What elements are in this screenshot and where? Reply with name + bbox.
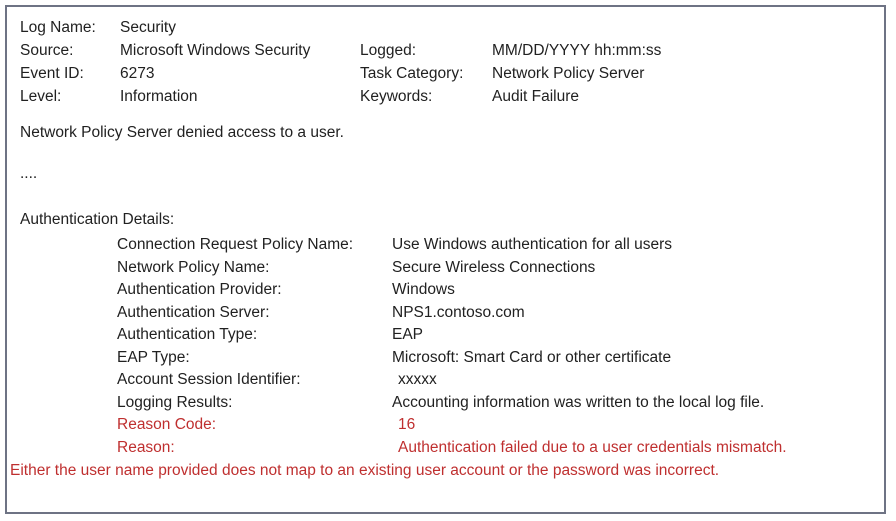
detail-value: Authentication failed due to a user credentials mismatch. [398,438,787,456]
reason-explanation-text: Either the user name provided does not map to an existing user account or the password was incorrect. [10,462,720,479]
event-header-fields [20,16,884,108]
detail-label: Network Policy Name: [117,258,270,276]
event-log-content [7,7,884,483]
field-value: Microsoft Windows Security [120,42,311,59]
omitted-text-ellipsis: .... [20,165,38,182]
field-value: 6273 [120,65,155,82]
event-description: Network Policy Server denied access to a user. [20,124,344,141]
detail-row-eap-type [20,347,884,370]
field-label: Task Category: [360,65,464,82]
field-label: Logged: [360,42,417,59]
detail-label: EAP Type: [117,348,190,366]
header-row-level-keywords [20,85,884,108]
detail-label: Reason Code: [117,416,217,433]
detail-value: Microsoft: Smart Card or other certificate [392,348,672,366]
field-value: Audit Failure [492,88,580,105]
field-value: Network Policy Server [492,65,645,82]
detail-label: Authentication Server: [117,303,270,321]
detail-value: EAP [392,326,424,343]
detail-value: xxxxx [398,371,437,388]
detail-label: Reason: [117,438,175,456]
field-value [492,16,884,39]
header-row-eventid-taskcategory [20,62,884,85]
detail-row-reason [20,437,884,460]
detail-value: NPS1.contoso.com [392,303,525,321]
authentication-details-heading: Authentication Details: [20,211,175,228]
detail-label: Account Session Identifier: [117,371,301,388]
detail-value: Use Windows authentication for all users [392,236,672,253]
authentication-details-list [20,234,884,459]
field-value: Information [120,88,198,105]
detail-label: Connection Request Policy Name: [117,236,354,253]
detail-row-account-session-identifier [20,369,884,392]
field-label: Keywords: [360,88,433,105]
detail-value: Accounting information was written to the local log file. [392,393,765,411]
header-row-source-logged [20,39,884,62]
detail-row-logging-results [20,392,884,415]
detail-value: Secure Wireless Connections [392,258,596,276]
detail-row-reason-code [20,414,884,437]
detail-row-authentication-provider [20,279,884,302]
detail-label: Authentication Provider: [117,281,282,298]
field-label: Event ID: [20,65,84,82]
field-label: Level: [20,88,62,105]
header-row-log-name [20,16,884,39]
field-value: Security [120,19,176,36]
field-label: Log Name: [20,19,96,36]
field-label [360,16,492,39]
detail-row-authentication-type [20,324,884,347]
detail-label: Logging Results: [117,393,233,411]
detail-row-connection-request-policy [20,234,884,257]
field-value: MM/DD/YYYY hh:mm:ss [492,42,662,59]
field-label: Source: [20,42,74,59]
detail-value: 16 [398,416,416,433]
detail-value: Windows [392,281,455,298]
detail-row-network-policy-name [20,257,884,280]
event-log-panel [5,5,886,514]
detail-label: Authentication Type: [117,326,258,343]
detail-row-authentication-server [20,302,884,325]
